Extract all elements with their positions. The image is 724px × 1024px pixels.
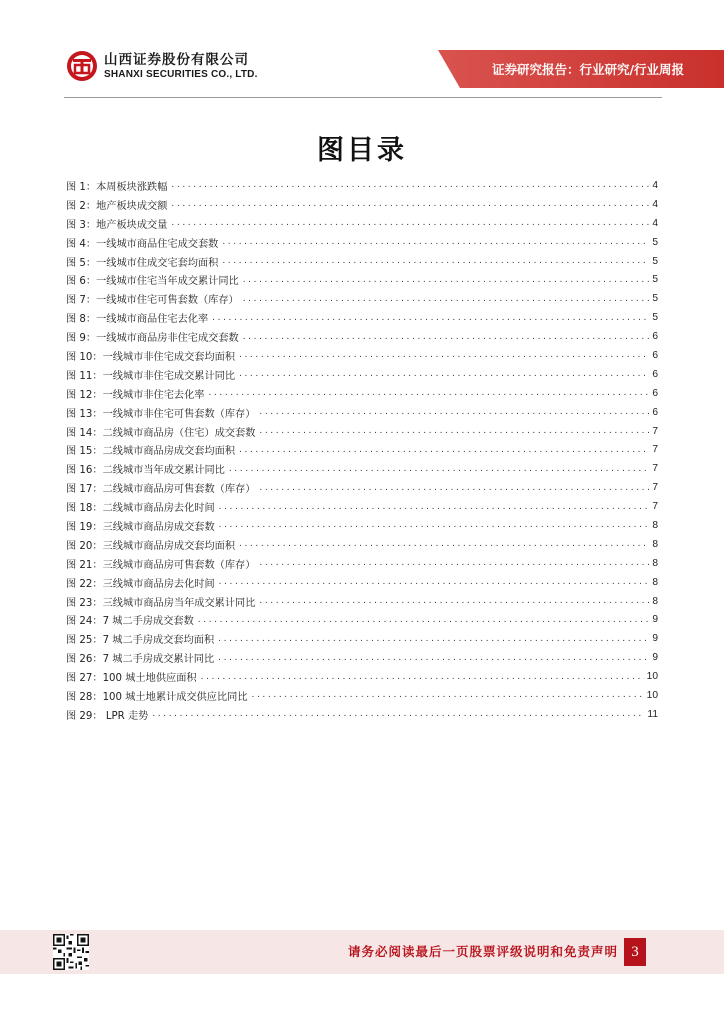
toc-entry-label: 图 1：本周板块涨跌幅	[66, 181, 168, 193]
toc-leader-dots	[239, 445, 649, 455]
toc-leader-dots	[152, 709, 644, 719]
toc-entry[interactable]	[66, 214, 658, 233]
toc-entry-label: 图 22：三线城市商品房去化时间	[66, 578, 215, 590]
toc-entry-page: 8	[652, 576, 658, 588]
toc-entry-page: 8	[652, 538, 658, 550]
toc-entry[interactable]	[66, 440, 658, 459]
toc-entry[interactable]	[66, 516, 658, 535]
toc-entry-page: 8	[652, 557, 658, 569]
toc-entry[interactable]	[66, 686, 658, 705]
toc-entry-label: 图 28：100 城土地累计成交供应比同比	[66, 691, 248, 703]
toc-leader-dots	[239, 369, 649, 379]
toc-entry-page: 4	[652, 217, 658, 229]
toc-entry-page: 8	[652, 519, 658, 531]
toc-entry-page: 11	[647, 708, 658, 720]
figure-list	[66, 176, 658, 724]
toc-entry-label: 图 14：二线城市商品房（住宅）成交套数	[66, 427, 256, 439]
header-divider	[64, 97, 662, 98]
toc-entry-label: 图 7：一线城市住宅可售套数（库存）	[66, 295, 239, 307]
toc-entry-label: 图 11：一线城市非住宅成交累计同比	[66, 370, 236, 382]
toc-entry-label: 图 12：一线城市非住宅去化率	[66, 389, 205, 401]
toc-leader-dots	[198, 615, 650, 625]
toc-leader-dots	[259, 596, 649, 606]
toc-entry-label: 图 13：一线城市非住宅可售套数（库存）	[66, 408, 256, 420]
toc-leader-dots	[219, 520, 650, 530]
toc-entry[interactable]	[66, 252, 658, 271]
toc-entry-page: 6	[652, 387, 658, 399]
toc-leader-dots	[259, 407, 649, 417]
toc-entry[interactable]	[66, 327, 658, 346]
toc-entry[interactable]	[66, 233, 658, 252]
toc-leader-dots	[171, 218, 649, 228]
toc-entry-page: 7	[652, 444, 658, 456]
toc-entry-label: 图 29： LPR 走势	[66, 710, 149, 722]
toc-leader-dots	[222, 256, 649, 266]
toc-entry-label: 图 26：7 城二手房成交累计同比	[66, 654, 215, 666]
disclaimer-notice: 请务必阅读最后一页股票评级说明和免责声明	[347, 944, 618, 959]
toc-entry[interactable]	[66, 308, 658, 327]
toc-entry-page: 6	[652, 331, 658, 343]
toc-entry-page: 6	[652, 349, 658, 361]
toc-entry-page: 6	[652, 368, 658, 380]
toc-leader-dots	[212, 313, 649, 323]
toc-leader-dots	[259, 483, 649, 493]
company-name-cn: 山西证券股份有限公司	[104, 52, 249, 68]
toc-entry-page: 5	[652, 293, 658, 305]
toc-leader-dots	[239, 350, 649, 360]
toc-leader-dots	[171, 180, 649, 190]
report-type-label: 证券研究报告：行业研究/行业周报	[491, 62, 685, 77]
toc-entry-label: 图 6：一线城市住宅当年成交累计同比	[66, 276, 239, 288]
toc-entry[interactable]	[66, 573, 658, 592]
company-name-en: SHANXI SECURITIES CO., LTD.	[104, 69, 258, 80]
toc-entry-label: 图 3：地产板块成交量	[66, 219, 168, 231]
toc-leader-dots	[218, 653, 649, 663]
toc-entry[interactable]	[66, 497, 658, 516]
toc-leader-dots	[219, 577, 650, 587]
toc-entry-page: 9	[652, 652, 658, 664]
toc-leader-dots	[243, 275, 650, 285]
page-number: 3	[624, 938, 646, 966]
toc-entry-label: 图 9：一线城市商品房非住宅成交套数	[66, 333, 239, 345]
toc-entry-page: 7	[652, 501, 658, 513]
toc-entry[interactable]	[66, 554, 658, 573]
toc-leader-dots	[218, 634, 649, 644]
toc-entry-page: 7	[652, 482, 658, 494]
toc-entry-label: 图 19：三线城市商品房成交套数	[66, 521, 215, 533]
toc-entry-label: 图 27：100 城土地供应面积	[66, 673, 197, 685]
toc-leader-dots	[201, 672, 644, 682]
toc-entry-label: 图 2：地产板块成交额	[66, 200, 168, 212]
toc-leader-dots	[252, 690, 644, 700]
toc-entry-page: 7	[652, 425, 658, 437]
page-title: 图目录	[317, 135, 407, 166]
toc-entry-page: 10	[646, 671, 658, 683]
toc-leader-dots	[229, 464, 650, 474]
company-name	[104, 52, 258, 81]
toc-leader-dots	[208, 388, 649, 398]
toc-entry-page: 5	[652, 255, 658, 267]
qr-code-icon	[53, 934, 89, 970]
toc-entry[interactable]	[66, 478, 658, 497]
toc-leader-dots	[239, 539, 649, 549]
toc-entry-page: 5	[652, 312, 658, 324]
toc-entry-page: 9	[652, 614, 658, 626]
toc-entry[interactable]	[66, 195, 658, 214]
toc-entry[interactable]	[66, 384, 658, 403]
toc-entry-page: 8	[652, 595, 658, 607]
toc-leader-dots	[243, 294, 650, 304]
toc-entry-label: 图 8：一线城市商品住宅去化率	[66, 314, 209, 326]
toc-entry-label: 图 21：三线城市商品房可售套数（库存）	[66, 559, 256, 571]
toc-entry[interactable]	[66, 629, 658, 648]
toc-entry[interactable]	[66, 422, 658, 441]
toc-entry[interactable]	[66, 403, 658, 422]
toc-leader-dots	[259, 426, 649, 436]
toc-entry[interactable]	[66, 610, 658, 629]
toc-entry[interactable]	[66, 289, 658, 308]
company-logo-icon	[66, 50, 98, 82]
toc-leader-dots	[243, 332, 650, 342]
toc-entry-label: 图 15：二线城市商品房成交套均面积	[66, 446, 236, 458]
toc-entry-label: 图 20：三线城市商品房成交套均面积	[66, 540, 236, 552]
toc-entry-label: 图 25：7 城二手房成交套均面积	[66, 635, 215, 647]
toc-entry-page: 6	[652, 406, 658, 418]
toc-entry-label: 图 23：三线城市商品房当年成交累计同比	[66, 597, 256, 609]
toc-entry-page: 4	[652, 179, 658, 191]
toc-leader-dots	[171, 199, 649, 209]
toc-entry-label: 图 5：一线城市住成交宅套均面积	[66, 257, 219, 269]
toc-entry[interactable]	[66, 648, 658, 667]
toc-entry-label: 图 4：一线城市商品住宅成交套数	[66, 238, 219, 250]
toc-leader-dots	[219, 502, 650, 512]
toc-entry-page: 7	[652, 463, 658, 475]
toc-entry[interactable]	[66, 535, 658, 554]
toc-entry-label: 图 17：二线城市商品房可售套数（库存）	[66, 484, 256, 496]
toc-entry-page: 5	[652, 274, 658, 286]
toc-entry-label: 图 24：7 城二手房成交套数	[66, 616, 194, 628]
toc-entry-page: 4	[652, 198, 658, 210]
toc-entry-page: 9	[652, 633, 658, 645]
toc-entry[interactable]	[66, 667, 658, 686]
toc-entry[interactable]	[66, 176, 658, 195]
toc-entry-page: 10	[646, 689, 658, 701]
toc-entry[interactable]	[66, 365, 658, 384]
toc-entry-page: 5	[652, 236, 658, 248]
toc-leader-dots	[259, 558, 649, 568]
toc-entry-label: 图 10：一线城市非住宅成交套均面积	[66, 351, 236, 363]
toc-entry-label: 图 18：二线城市商品房去化时间	[66, 503, 215, 515]
toc-entry[interactable]	[66, 346, 658, 365]
toc-entry[interactable]	[66, 705, 658, 724]
toc-entry[interactable]	[66, 592, 658, 611]
toc-entry-label: 图 16：二线城市当年成交累计同比	[66, 465, 225, 477]
toc-entry[interactable]	[66, 459, 658, 478]
toc-entry[interactable]	[66, 270, 658, 289]
toc-leader-dots	[222, 237, 649, 247]
